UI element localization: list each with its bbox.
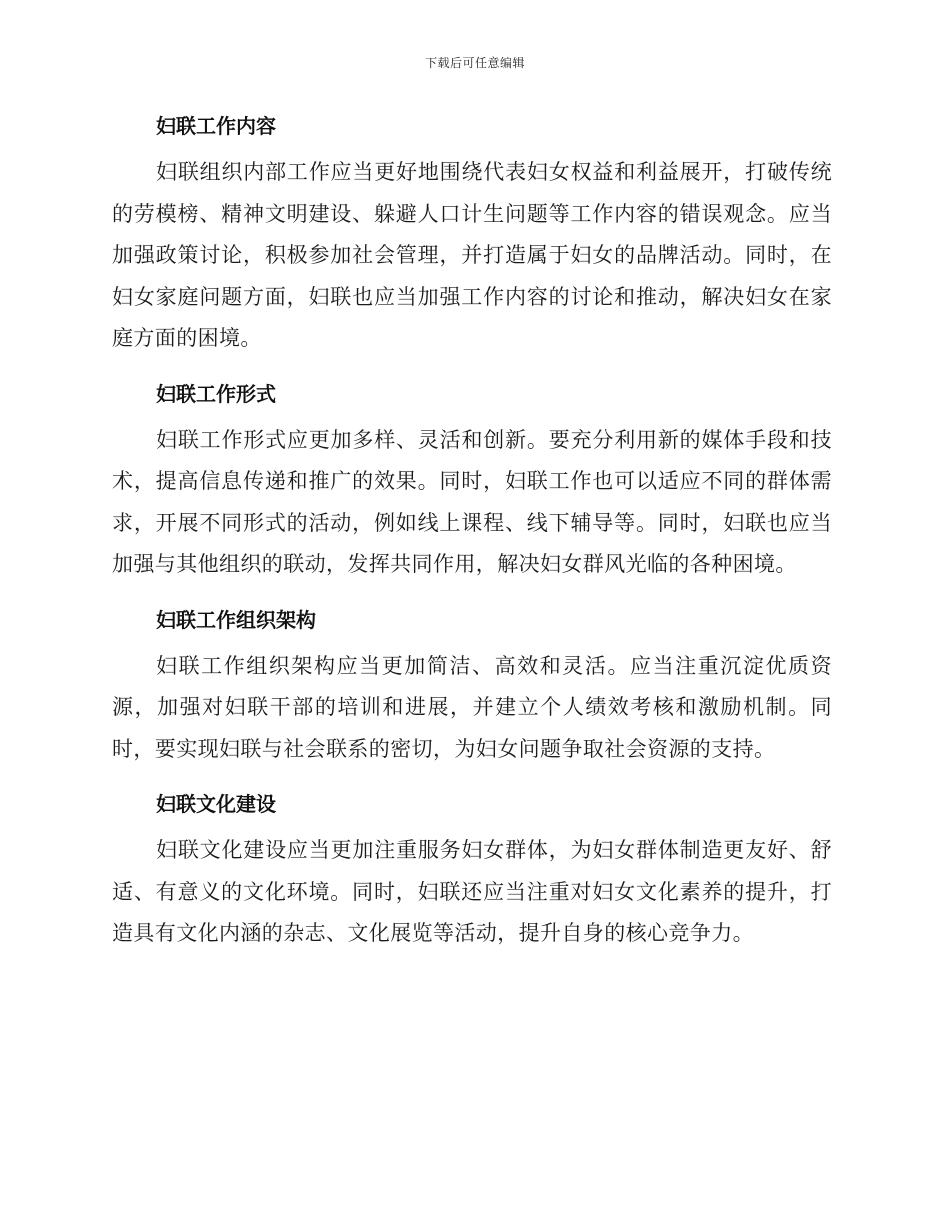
section-paragraph: 妇联工作组织架构应当更加简洁、高效和灵活。应当注重沉淀优质资源，加强对妇联干部的培训和进展，并建立个人绩效考核和激励机制。同时，要实现妇联与社会联系的密切，为妇女问题争取社会资源的支持。 (112, 653, 832, 761)
document-body (112, 106, 832, 969)
section-work-content (112, 106, 832, 360)
section-heading: 妇联工作形式 (156, 381, 276, 406)
section-org-structure (112, 600, 832, 771)
section-culture-building (112, 784, 832, 955)
section-heading: 妇联文化建设 (156, 792, 276, 816)
section-paragraph: 妇联组织内部工作应当更好地围绕代表妇女权益和利益展开，打破传统的劳模榜、精神文明建设、躲避人口计生问题等工作内容的错误观念。应当加强政策讨论，积极参加社会管理，并打造属于妇女的品牌活动。同时，在妇女家庭问题方面，妇联也应当加强工作内容的讨论和推动，解决妇女在家庭方面的困境。 (112, 160, 832, 350)
section-work-form (112, 374, 832, 586)
section-heading: 妇联工作组织架构 (156, 607, 316, 632)
section-paragraph: 妇联工作形式应更加多样、灵活和创新。要充分利用新的媒体手段和技术，提高信息传递和推广的效果。同时，妇联工作也可以适应不同的群体需求，开展不同形式的活动，例如线上课程、线下辅导等。同时，妇联也应当加强与其他组织的联动，发挥共同作用，解决妇女群风光临的各种困境。 (112, 427, 832, 576)
section-heading: 妇联工作内容 (156, 114, 276, 138)
page-header-note: 下载后可任意编辑 (424, 56, 525, 70)
section-paragraph: 妇联文化建设应当更加注重服务妇女群体，为妇女群体制造更友好、舒适、有意义的文化环境。同时，妇联还应当注重对妇女文化素养的提升，打造具有文化内涵的杂志、文化展览等活动，提升自身的核心竞争力。 (112, 838, 832, 945)
